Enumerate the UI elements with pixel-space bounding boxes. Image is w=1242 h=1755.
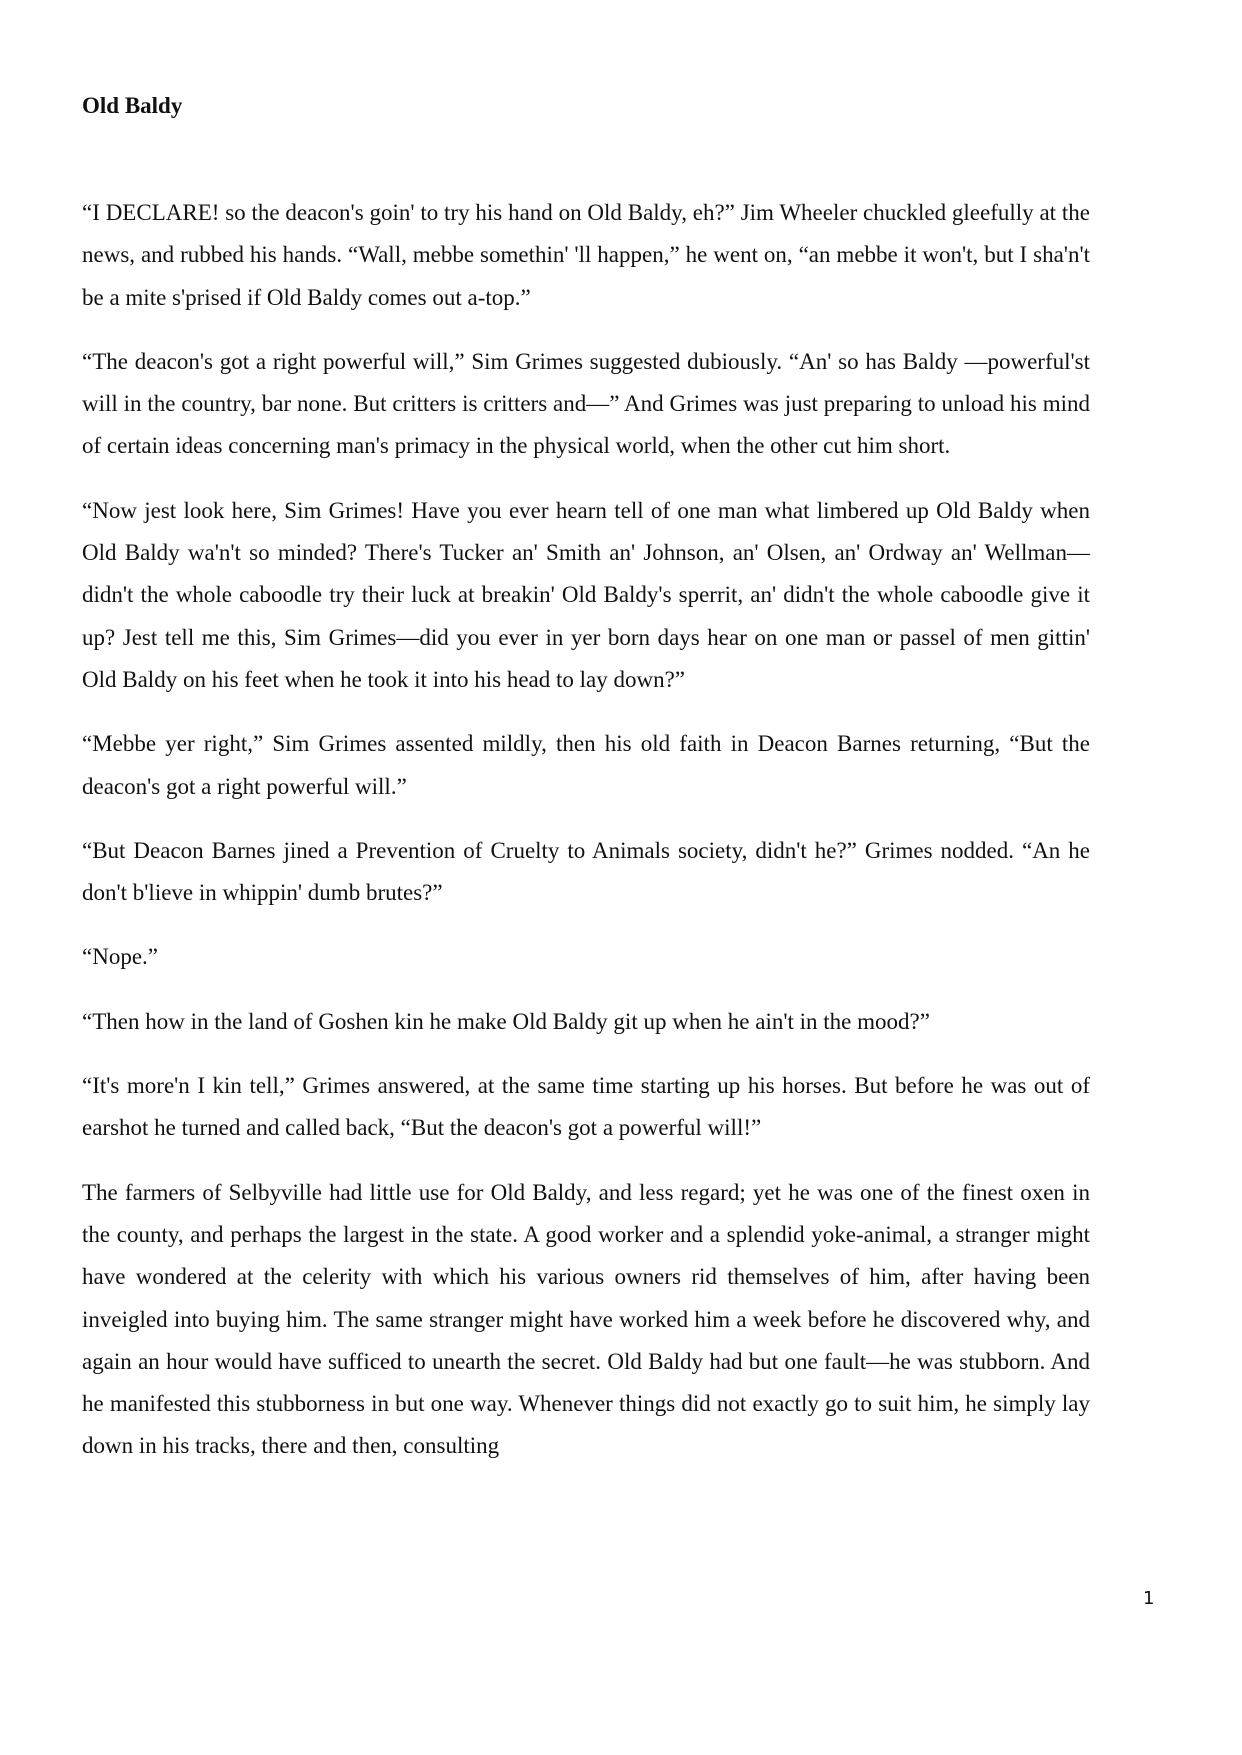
paragraph: “Now jest look here, Sim Grimes! Have you ever hearn tell of one man what limbered up Old Baldy when Old Baldy wa'n't so minded? There's Tucker an' Smith an' Johnson, an' Olsen, an' Ordway an' Wellman—didn't the whole caboodle try their luck at breakin' Old Baldy's sperrit, an' didn't the whole caboodle give it up? Jest tell me this, Sim Grimes—did you ever in yer born days hear on one man or passel of men gittin' Old Baldy on his feet when he took it into his head to lay down?” [82,497,1090,692]
paragraph: “I DECLARE! so the deacon's goin' to try his hand on Old Baldy, eh?” Jim Wheeler chuckled gleefully at the news, and rubbed his hands. “Wall, mebbe somethin' 'll happen,” he went on, “an mebbe it won't, but I sha'n't be a mite s'prised if Old Baldy comes out a-top.” [82,200,1090,310]
paragraph: “Then how in the land of Goshen kin he make Old Baldy git up when he ain't in the mood?” [82,1008,930,1034]
paragraph: “But Deacon Barnes jined a Prevention of Cruelty to Animals society, didn't he?” Grimes nodded. “An he don't b'lieve in whippin' dumb brutes?” [82,837,1090,906]
paragraph: The farmers of Selbyville had little use for Old Baldy, and less regard; yet he was one of the finest oxen in the county, and perhaps the largest in the state. A good worker and a splendid yoke-animal, a stranger might have wondered at the celerity with which his various owners rid themselves of him, after having been inveigled into buying him. The same stranger might have worked him a week before he discovered why, and again an hour would have sufficed to unearth the secret. Old Baldy had but one fault—he was stubborn. And he manifested this stubborness in but one way. Whenever things did not exactly go to suit him, he simply lay down in his tracks, there and then, consulting [82,1179,1090,1459]
paragraph: “Mebbe yer right,” Sim Grimes assented mildly, then his old faith in Deacon Barnes returning, “But the deacon's got a right powerful will.” [82,731,1090,799]
document-title: Old Baldy [82,93,183,118]
paragraph: “Nope.” [82,944,158,970]
document-body [82,192,1090,1490]
paragraph: “The deacon's got a right powerful will,” Sim Grimes suggested dubiously. “An' so has Baldy —powerful'st will in the country, bar none. But critters is critters and—” And Grimes was just preparing to unload his mind of certain ideas concerning man's primacy in the physical world, when the other cut him short. [82,348,1090,459]
page-number: 1 [1143,1588,1155,1609]
paragraph: “It's more'n I kin tell,” Grimes answered, at the same time starting up his horses. But before he was out of earshot he turned and called back, “But the deacon's got a powerful will!” [82,1073,1090,1141]
